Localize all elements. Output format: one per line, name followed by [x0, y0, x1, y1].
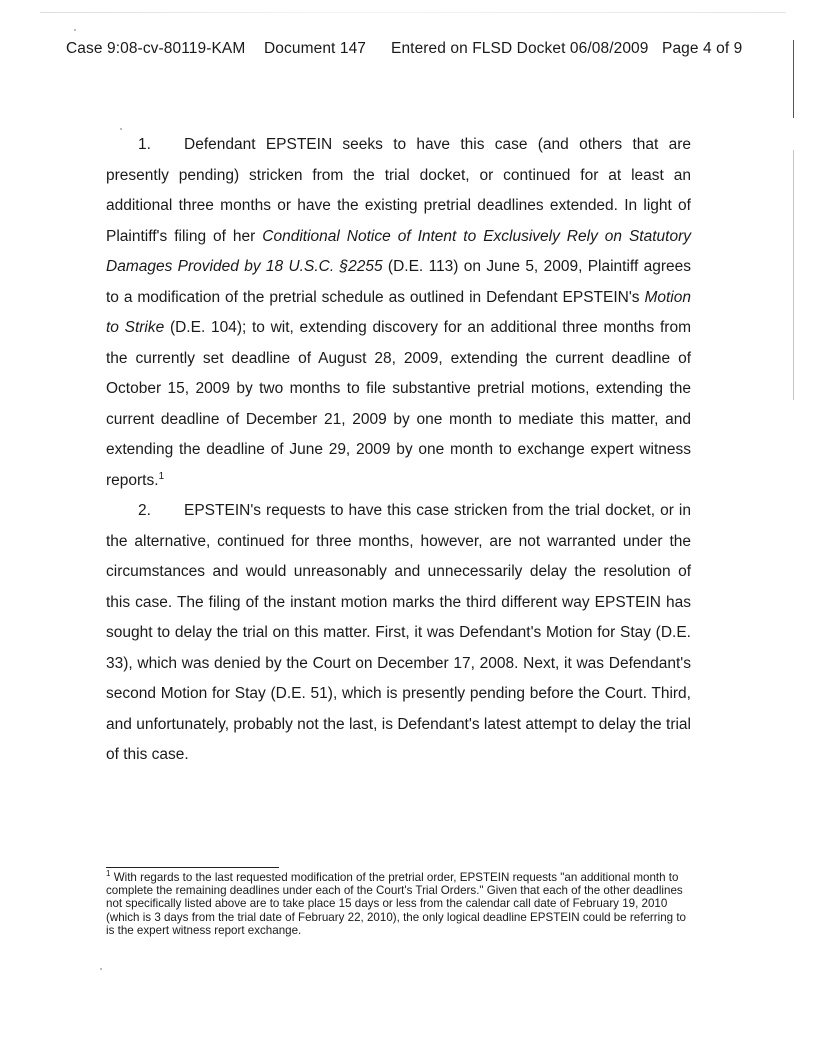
page-number: Page 4 of 9	[662, 40, 743, 57]
footnote-text: With regards to the last requested modification of the pretrial order, EPSTEIN requests "an additional month to complete the remaining deadlines under each of the Court's Trial Orders." Given that each of the other deadlines not specifically listed above are to take place 15 days or less from the calendar call date of February 19, 2010 (which is 3 days from the trial date of February 22, 2010), the only logical deadline EPSTEIN could be referring to is the expert witness report exchange.	[106, 871, 686, 937]
scan-right-edge-mark	[793, 40, 794, 118]
scan-right-edge-mark-faint	[793, 150, 794, 400]
cited-filing-title: Conditional Notice of Intent to Exclusively Rely on Statutory Damages Provided by 18 U.S.C. §2255	[106, 227, 691, 275]
paragraph-2	[106, 496, 691, 771]
paragraph-number: 1.	[138, 136, 151, 153]
paragraph-1	[106, 130, 691, 496]
case-number: Case 9:08-cv-80119-KAM	[66, 40, 246, 57]
paragraph-text: Defendant EPSTEIN seeks to have this case (and others that are presently pending) stricken from the trial docket, or continued for at least an additional three months or have the existing pretrial deadlines extended. In light of Plaintiff's filing of her	[106, 136, 691, 245]
footnote	[106, 871, 686, 937]
document-number: Document 147	[264, 40, 367, 57]
paragraph-number: 2.	[138, 502, 151, 519]
cited-motion-title: Motion to Strike	[106, 288, 691, 336]
paragraph-text: EPSTEIN's requests to have this case stricken from the trial docket, or in the alternative, continued for three months, however, are not warranted under the circumstances and would unreasonably and unnecessarily delay the resolution of this case. The filing of the instant motion marks the third different way EPSTEIN has sought to delay the trial on this matter. First, it was Defendant's Motion for Stay (D.E. 33), which was denied by the Court on December 17, 2008. Next, it was Defendant's second Motion for Stay (D.E. 51), which is presently pending before the Court. Third, and unfortunately, probably not the last, is Defendant's latest attempt to delay the trial of this case.	[106, 502, 691, 763]
footnote-marker: 1	[106, 869, 111, 879]
docket-entry-date: Entered on FLSD Docket 06/08/2009	[391, 40, 649, 57]
footnote-reference: 1	[158, 470, 165, 482]
paragraph-text: (D.E. 113) on June 5, 2009, Plaintiff agrees to a modification of the pretrial schedule as outlined in Defendant EPSTEIN's	[106, 258, 691, 306]
paragraph-text: (D.E. 104); to wit, extending discovery for an additional three months from the currently set deadline of August 28, 2009, extending the current deadline of October 15, 2009 by two months to file substantive pretrial motions, extending the current deadline of December 21, 2009 by one month to mediate this matter, and extending the deadline of June 29, 2009 by one month to exchange expert witness reports.	[106, 319, 691, 489]
scan-speck	[74, 29, 76, 31]
scan-speck	[120, 128, 122, 130]
footnote-divider	[106, 867, 279, 868]
document-body	[106, 130, 691, 771]
scan-edge-line	[40, 12, 786, 13]
scan-speck	[100, 968, 102, 970]
